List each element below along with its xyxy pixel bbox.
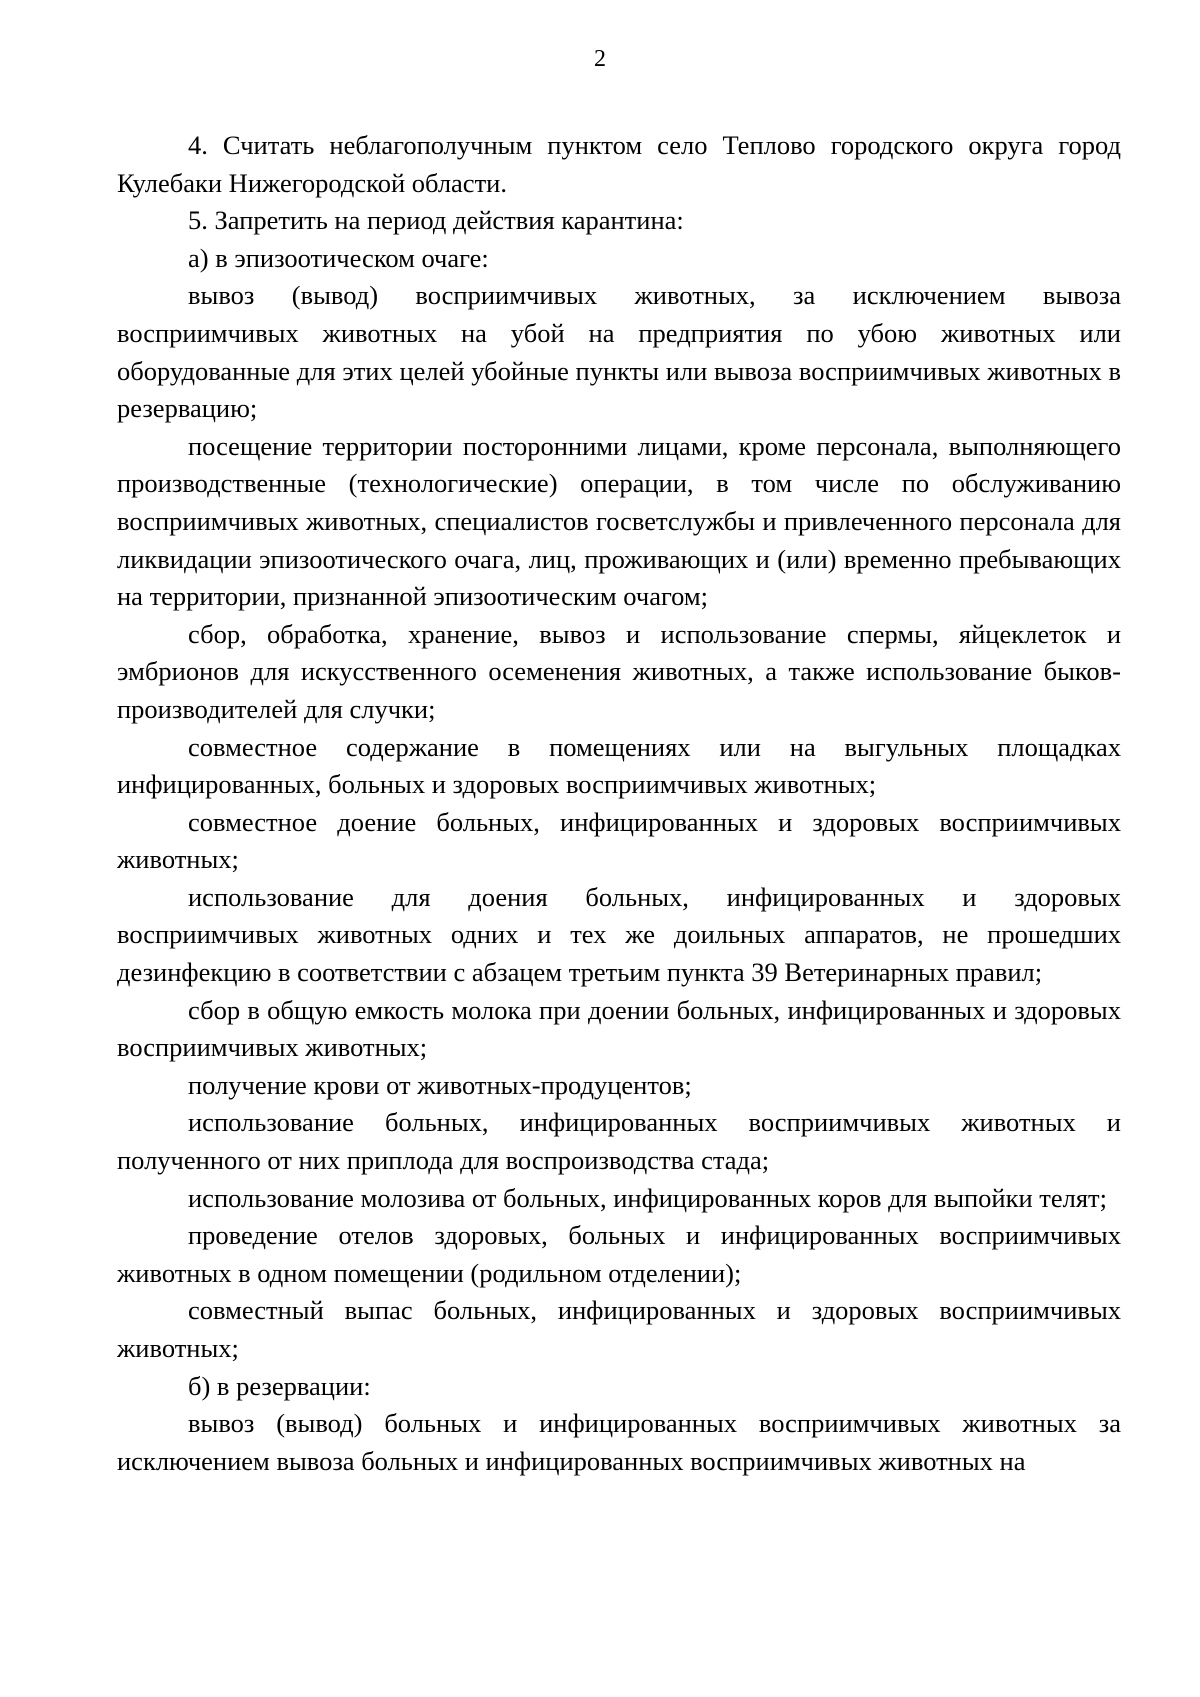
paragraph-sperm-collection: сбор, обработка, хранение, вывоз и использование спермы, яйцеклеток и эмбрионов для искусственного осеменения животных, а также использование быков-производителей для случки; — [117, 618, 1121, 724]
paragraph-reservation-removal: вывоз (вывод) больных и инфицированных восприимчивых животных за исключением вывоза больных и инфицированных восприимчивых животных на — [117, 1408, 1121, 1476]
paragraph-joint-milking: совместное доение больных, инфицированных и здоровых восприимчивых животных; — [117, 806, 1121, 875]
document-body — [117, 127, 1121, 1480]
paragraph-item-4-disadvantaged-point: 4. Считать неблагополучным пунктом село Теплово городского округа город Кулебаки Нижегородской области. — [117, 130, 1121, 198]
paragraph-subitem-b-heading: б) в резервации: — [188, 1370, 371, 1401]
page-number: 2 — [594, 46, 606, 72]
paragraph-milking-apparatus: использование для доения больных, инфицированных и здоровых восприимчивых животных одних и тех же доильных аппаратов, не прошедших дезинфекцию в соответствии с абзацем третьим пункта 39 Ветеринарных правил; — [117, 881, 1121, 988]
paragraph-colostrum-use: использование молозива от больных, инфицированных коров для выпойки телят; — [188, 1182, 1107, 1213]
paragraph-joint-grazing: совместный выпас больных, инфицированных и здоровых восприимчивых животных; — [117, 1295, 1121, 1363]
paragraph-item-5-prohibitions: 5. Запретить на период действия карантина: — [188, 205, 684, 236]
paragraph-milk-collection: сбор в общую емкость молока при доении больных, инфицированных и здоровых восприимчивых животных; — [117, 994, 1121, 1063]
paragraph-animal-removal: вывоз (вывод) восприимчивых животных, за исключением вывоза восприимчивых животных на убой на предприятия по убою животных или оборудованные для этих целей убойные пункты или вывоза восприимчивых животных в резервацию; — [117, 280, 1121, 424]
paragraph-joint-keeping: совместное содержание в помещениях или на выгульных площадках инфицированных, больных и здоровых восприимчивых животных; — [117, 731, 1121, 800]
paragraph-blood-collection: получение крови от животных-продуцентов; — [188, 1069, 692, 1100]
paragraph-territory-visit: посещение территории посторонними лицами, кроме персонала, выполняющего производственные (технологические) операции, в том числе по обслуживанию восприимчивых животных, специалистов госветслужбы и привлеченного персонала для ликвидации эпизоотического очага, лиц, проживающих и (или) временно пребывающих на территории, признанной эпизоотическим очагом; — [117, 430, 1121, 612]
paragraph-herd-reproduction: использование больных, инфицированных восприимчивых животных и полученного от них приплода для воспроизводства стада; — [117, 1107, 1121, 1176]
paragraph-subitem-a-heading: а) в эпизоотическом очаге: — [188, 242, 489, 273]
paragraph-calving: проведение отелов здоровых, больных и инфицированных восприимчивых животных в одном помещении (родильном отделении); — [117, 1220, 1121, 1288]
